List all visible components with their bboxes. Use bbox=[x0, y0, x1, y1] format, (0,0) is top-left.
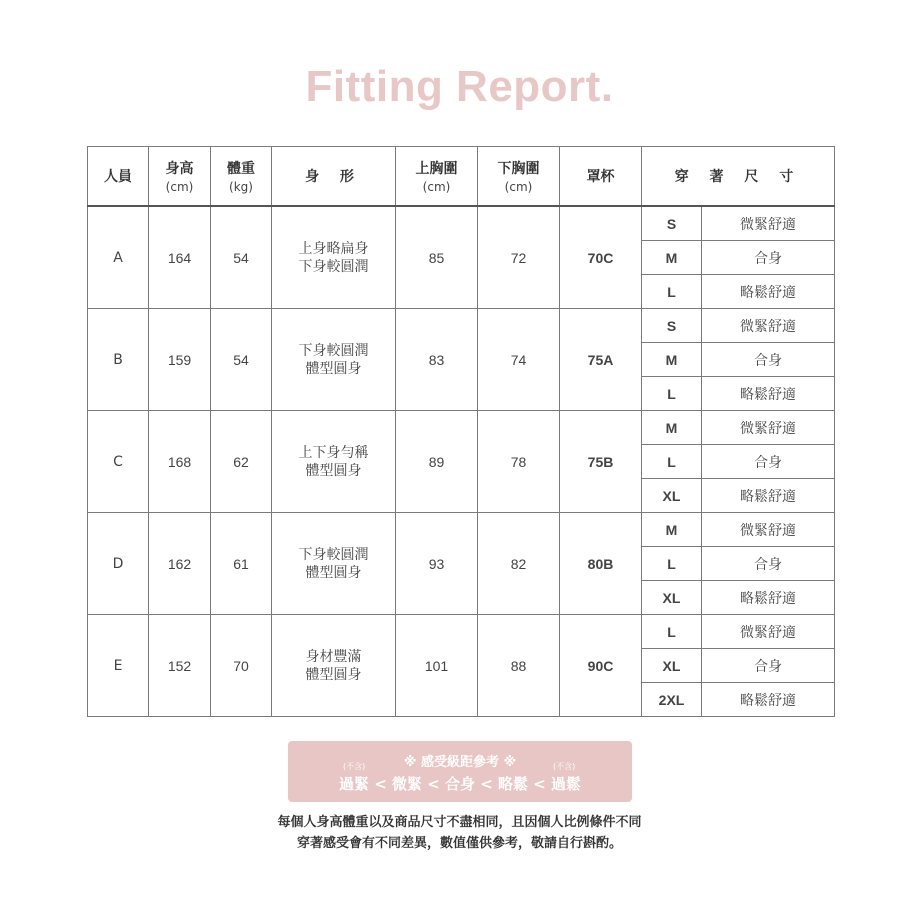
body-shape-line-2: 體型圓身 bbox=[305, 564, 362, 581]
table-body bbox=[88, 206, 835, 717]
height-cell: 152 bbox=[149, 615, 211, 717]
weight-cell: 54 bbox=[211, 309, 272, 411]
header-upper-bust-label: 上胸圍 bbox=[415, 161, 458, 177]
fit-cell: 合身 bbox=[702, 343, 835, 377]
body-shape-line-1: 上身略扁身 bbox=[298, 240, 369, 257]
fit-cell: 略鬆舒適 bbox=[702, 377, 835, 411]
disclaimer-line-1: 每個人身高體重以及商品尺寸不盡相同，且因個人比例條件不同 bbox=[277, 815, 642, 830]
size-cell: L bbox=[642, 615, 702, 649]
body-shape-line-2: 體型圓身 bbox=[305, 360, 362, 377]
body-shape-line-1: 下身較圓潤 bbox=[298, 342, 369, 359]
height-cell: 159 bbox=[149, 309, 211, 411]
fit-cell: 略鬆舒適 bbox=[702, 683, 835, 717]
table-header-row bbox=[88, 147, 835, 207]
body-shape-line-1: 身材豐滿 bbox=[305, 648, 362, 665]
upper-bust-cell: 101 bbox=[396, 615, 478, 717]
cup-cell: 90C bbox=[560, 615, 642, 717]
size-cell: L bbox=[642, 275, 702, 309]
weight-cell: 61 bbox=[211, 513, 272, 615]
header-cup: 罩杯 bbox=[560, 147, 642, 207]
table-row bbox=[88, 309, 835, 343]
size-cell: M bbox=[642, 513, 702, 547]
fit-cell: 合身 bbox=[702, 445, 835, 479]
fitting-table bbox=[87, 146, 835, 717]
table-row bbox=[88, 206, 835, 241]
legend-note-right: (不含) bbox=[553, 762, 576, 771]
fit-cell: 微緊舒適 bbox=[702, 615, 835, 649]
height-cell: 168 bbox=[149, 411, 211, 513]
upper-bust-cell: 93 bbox=[396, 513, 478, 615]
size-cell: L bbox=[642, 547, 702, 581]
fit-cell: 微緊舒適 bbox=[702, 309, 835, 343]
weight-cell: 62 bbox=[211, 411, 272, 513]
disclaimer bbox=[0, 812, 919, 854]
upper-bust-cell: 89 bbox=[396, 411, 478, 513]
body-shape-line-2: 體型圓身 bbox=[305, 462, 362, 479]
header-height-label: 身高 bbox=[165, 161, 194, 177]
size-cell: 2XL bbox=[642, 683, 702, 717]
weight-cell: 54 bbox=[211, 206, 272, 309]
person-cell: D bbox=[88, 513, 149, 615]
table-row bbox=[88, 513, 835, 547]
cup-cell: 75A bbox=[560, 309, 642, 411]
size-cell: S bbox=[642, 206, 702, 241]
cup-cell: 80B bbox=[560, 513, 642, 615]
size-cell: M bbox=[642, 411, 702, 445]
person-cell: B bbox=[88, 309, 149, 411]
height-cell: 164 bbox=[149, 206, 211, 309]
fit-cell: 合身 bbox=[702, 241, 835, 275]
body-shape-cell bbox=[272, 615, 396, 717]
page-title: Fitting Report. bbox=[305, 62, 614, 111]
size-cell: S bbox=[642, 309, 702, 343]
body-shape-line-1: 下身較圓潤 bbox=[298, 546, 369, 563]
fit-cell: 微緊舒適 bbox=[702, 206, 835, 241]
header-height-unit: (cm) bbox=[165, 180, 194, 194]
fit-cell: 略鬆舒適 bbox=[702, 479, 835, 513]
header-weight-label: 體重 bbox=[227, 161, 255, 177]
header-upper-bust-unit: (cm) bbox=[422, 180, 451, 194]
under-bust-cell: 82 bbox=[478, 513, 560, 615]
header-shape: 身 形 bbox=[272, 147, 396, 207]
size-cell: L bbox=[642, 377, 702, 411]
height-cell: 162 bbox=[149, 513, 211, 615]
person-cell: A bbox=[88, 206, 149, 309]
table-row bbox=[88, 411, 835, 445]
body-shape-cell bbox=[272, 411, 396, 513]
header-under-bust-label: 下胸圍 bbox=[497, 161, 540, 177]
fit-cell: 合身 bbox=[702, 649, 835, 683]
body-shape-line-1: 上下身勻稱 bbox=[298, 444, 369, 461]
size-cell: XL bbox=[642, 581, 702, 615]
person-cell: E bbox=[88, 615, 149, 717]
fit-scale-legend bbox=[288, 741, 632, 802]
size-cell: M bbox=[642, 343, 702, 377]
cup-cell: 75B bbox=[560, 411, 642, 513]
header-weight-unit: (kg) bbox=[229, 180, 253, 194]
size-cell: M bbox=[642, 241, 702, 275]
weight-cell: 70 bbox=[211, 615, 272, 717]
under-bust-cell: 78 bbox=[478, 411, 560, 513]
body-shape-line-2: 下身較圓潤 bbox=[298, 258, 369, 275]
body-shape-line-2: 體型圓身 bbox=[305, 666, 362, 683]
legend-note-left: (不含) bbox=[343, 762, 366, 771]
header-height bbox=[149, 147, 211, 207]
header-weight bbox=[211, 147, 272, 207]
header-upper-bust bbox=[396, 147, 478, 207]
header-under-bust bbox=[478, 147, 560, 207]
legend-scale: 過緊 < 微緊 < 合身 < 略鬆 < 過鬆 bbox=[338, 775, 582, 793]
body-shape-cell bbox=[272, 513, 396, 615]
size-cell: L bbox=[642, 445, 702, 479]
fit-cell: 略鬆舒適 bbox=[702, 275, 835, 309]
disclaimer-line-2: 穿著感受會有不同差異，數值僅供參考，敬請自行斟酌。 bbox=[296, 836, 622, 851]
fit-cell: 微緊舒適 bbox=[702, 411, 835, 445]
header-size-worn: 穿 著 尺 寸 bbox=[642, 147, 835, 207]
header-person: 人員 bbox=[88, 147, 149, 207]
header-under-bust-unit: (cm) bbox=[504, 180, 533, 194]
fit-cell: 合身 bbox=[702, 547, 835, 581]
person-cell: C bbox=[88, 411, 149, 513]
size-cell: XL bbox=[642, 479, 702, 513]
body-shape-cell bbox=[272, 309, 396, 411]
under-bust-cell: 74 bbox=[478, 309, 560, 411]
under-bust-cell: 88 bbox=[478, 615, 560, 717]
upper-bust-cell: 83 bbox=[396, 309, 478, 411]
fit-cell: 微緊舒適 bbox=[702, 513, 835, 547]
fit-cell: 略鬆舒適 bbox=[702, 581, 835, 615]
upper-bust-cell: 85 bbox=[396, 206, 478, 309]
body-shape-cell bbox=[272, 206, 396, 309]
legend-title: ※ 感受級距參考 ※ bbox=[403, 755, 517, 770]
cup-cell: 70C bbox=[560, 206, 642, 309]
size-cell: XL bbox=[642, 649, 702, 683]
table-row bbox=[88, 615, 835, 649]
under-bust-cell: 72 bbox=[478, 206, 560, 309]
